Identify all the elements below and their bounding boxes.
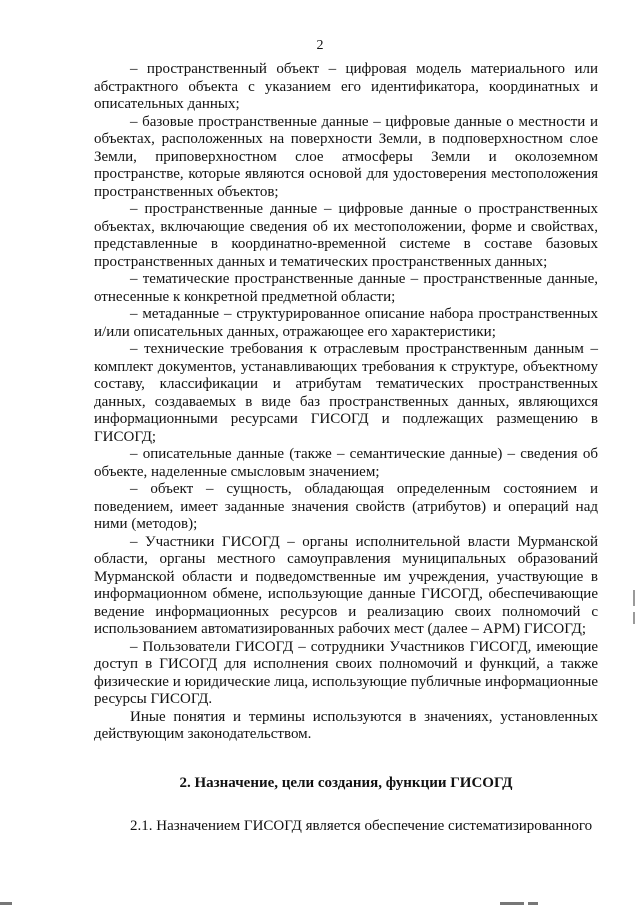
definition-metadata: – метаданные – структурированное описание набора пространственных и/или описательных данных, отражающее его характеристики; (94, 306, 598, 340)
definition-thematic-spatial-data: – тематические пространственные данные – пространственные данные, отнесенные к конкретной предметной области; (94, 271, 598, 305)
definition-users: – Пользователи ГИСОГД – сотрудники Участников ГИСОГД, имеющие доступ в ГИСОГД для исполнения своих полномочий и функций, а также физические и юридические лица, использующие публичные информационные ресурсы ГИСОГД. (94, 638, 598, 707)
definition-spatial-object: – пространственный объект – цифровая модель материального или абстрактного объекта с указанием его идентификатора, координатных и описательных данных; (94, 61, 598, 112)
document-body (94, 61, 598, 836)
page-number: 2 (316, 38, 324, 53)
definition-spatial-data: – пространственные данные – цифровые данные о пространственных объектах, включающие сведения об их местоположении, форме и свойствах, представленные в координатно-временной системе в составе базовых пространственных данных и тематических пространственных данных; (94, 201, 598, 270)
scan-edge-mark (633, 590, 635, 606)
definition-descriptive-data: – описательные данные (также – семантические данные) – сведения об объекте, наделенные смысловым значением; (94, 446, 598, 480)
definition-base-spatial-data: – базовые пространственные данные – цифровые данные о местности и объектах, расположенных на поверхности Земли, в подповерхностном слое Земли, приповерхностном слое атмосферы Земли и околоземном пространстве, которые являются основой для удостоверения местоположения пространственных объектов; (94, 113, 598, 200)
definition-object: – объект – сущность, обладающая определенным состоянием и поведением, имеет заданные значения свойств (атрибутов) и операций над ними (методов); (94, 481, 598, 532)
scan-edge-mark (633, 612, 635, 624)
other-terms-paragraph: Иные понятия и термины используются в значениях, установленных действующим законодательством. (94, 708, 598, 742)
definition-technical-requirements: – технические требования к отраслевым пространственным данным – комплект документов, устанавливающих требования к структуре, объектному составу, классификации и атрибутам тематических пространственных данных, создаваемых в виде баз пространственных данных, являющихся информационными ресурсами ГИСОГД и подлежащих размещению в ГИСОГД; (94, 341, 598, 445)
clause-2-1: 2.1. Назначением ГИСОГД является обеспечение систематизированного (130, 818, 593, 834)
definition-participants: – Участники ГИСОГД – органы исполнительной власти Мурманской области, органы местного самоуправления муниципальных образований Мурманской области и подведомственные им учреждения, участвующие в информационном обмене, использующие данные ГИСОГД, обеспечивающие ведение информационных ресурсов и реализацию своих полномочий с использованием автоматизированных рабочих мест (далее – АРМ) ГИСОГД; (94, 533, 598, 637)
section-heading: 2. Назначение, цели создания, функции ГИСОГД (179, 774, 513, 791)
